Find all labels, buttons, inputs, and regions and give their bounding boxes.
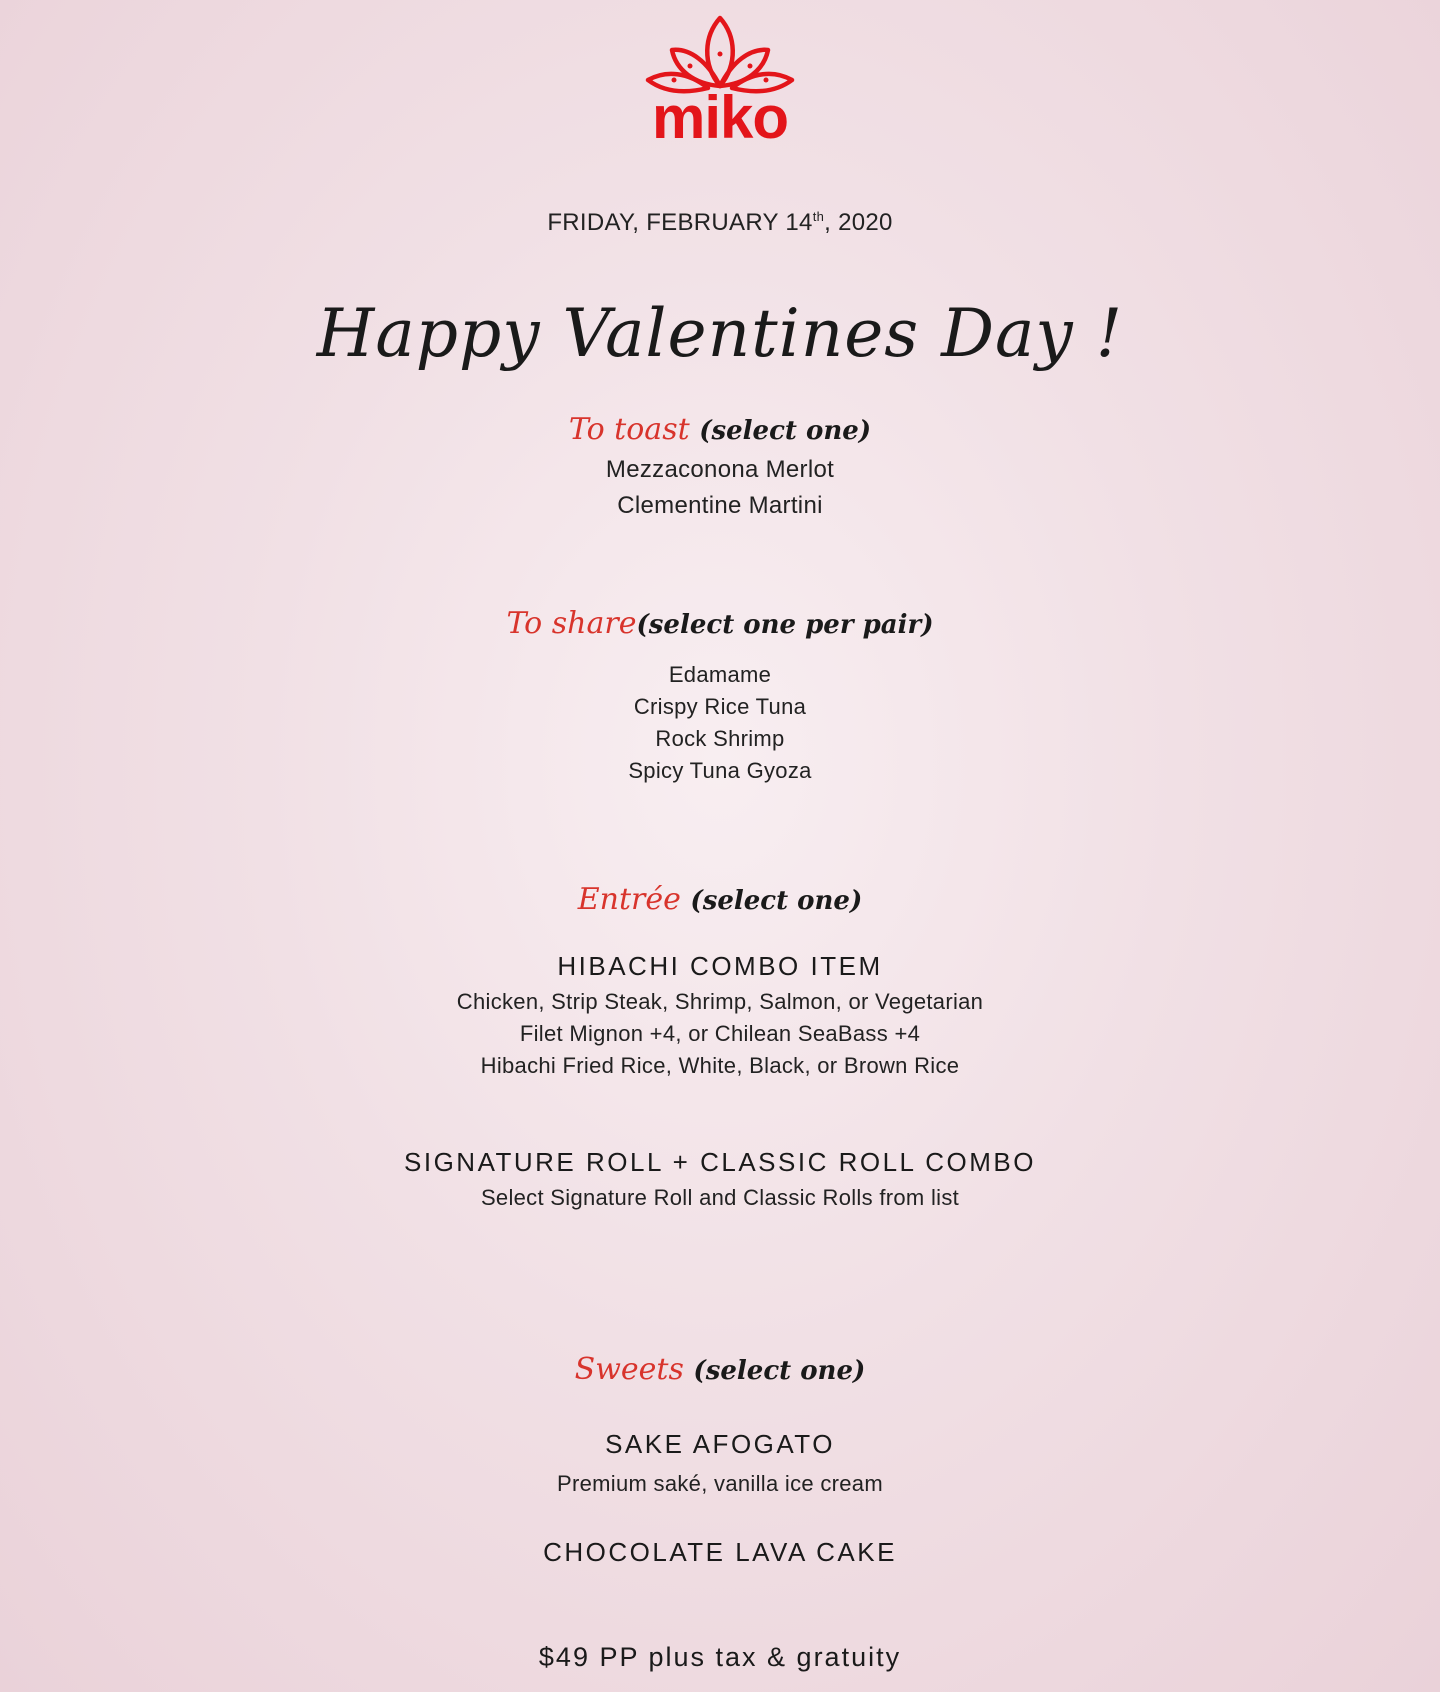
share-list xyxy=(0,659,1440,787)
share-note: (select one per pair) xyxy=(636,610,934,640)
roll-combo-name: SIGNATURE ROLL + CLASSIC ROLL COMBO xyxy=(404,1147,1036,1177)
date-year: , 2020 xyxy=(824,209,893,236)
sweets-title: Sweets xyxy=(574,1352,684,1387)
date-suffix: th xyxy=(812,209,825,224)
toast-section-title xyxy=(0,412,1440,447)
toast-list xyxy=(0,454,1440,522)
date-prefix: FRIDAY, FEBRUARY 14 xyxy=(547,209,813,236)
logo-text: miko xyxy=(651,84,789,144)
list-item: Spicy Tuna Gyoza xyxy=(628,758,812,783)
entree-section-title xyxy=(0,882,1440,917)
headline: Happy Valentines Day ! xyxy=(316,295,1124,372)
list-item: Filet Mignon +4, or Chilean SeaBass +4 xyxy=(519,1021,921,1046)
list-item: Chicken, Strip Steak, Shrimp, Salmon, or Vegetarian xyxy=(456,989,984,1014)
share-section-title xyxy=(0,606,1440,641)
hibachi-combo-name: HIBACHI COMBO ITEM xyxy=(557,951,883,981)
miko-logo xyxy=(620,14,820,144)
list-item: Crispy Rice Tuna xyxy=(633,694,807,719)
list-item: Rock Shrimp xyxy=(655,726,785,751)
entree-title: Entrée xyxy=(577,882,681,917)
sake-afogato-desc: Premium saké, vanilla ice cream xyxy=(557,1471,883,1496)
event-date xyxy=(0,209,1440,237)
share-title: To share xyxy=(506,606,637,641)
list-item: Hibachi Fried Rice, White, Black, or Brown Rice xyxy=(480,1053,960,1078)
price-line: $49 PP plus tax & gratuity xyxy=(538,1642,902,1672)
list-item: Clementine Martini xyxy=(617,492,823,519)
roll-combo-details xyxy=(0,1182,1440,1214)
sweets-note: (select one) xyxy=(693,1356,866,1386)
list-item: Select Signature Roll and Classic Rolls from list xyxy=(480,1185,960,1210)
toast-title: To toast xyxy=(568,412,690,447)
lava-cake-name: CHOCOLATE LAVA CAKE xyxy=(543,1537,897,1567)
list-item: Mezzaconona Merlot xyxy=(605,456,835,483)
sweets-section-title xyxy=(0,1352,1440,1387)
hibachi-combo-details xyxy=(0,986,1440,1082)
list-item: Edamame xyxy=(668,662,772,687)
lotus-icon xyxy=(620,14,820,144)
toast-note: (select one) xyxy=(699,416,872,446)
entree-note: (select one) xyxy=(690,886,863,916)
sake-afogato-name: SAKE AFOGATO xyxy=(605,1429,835,1459)
